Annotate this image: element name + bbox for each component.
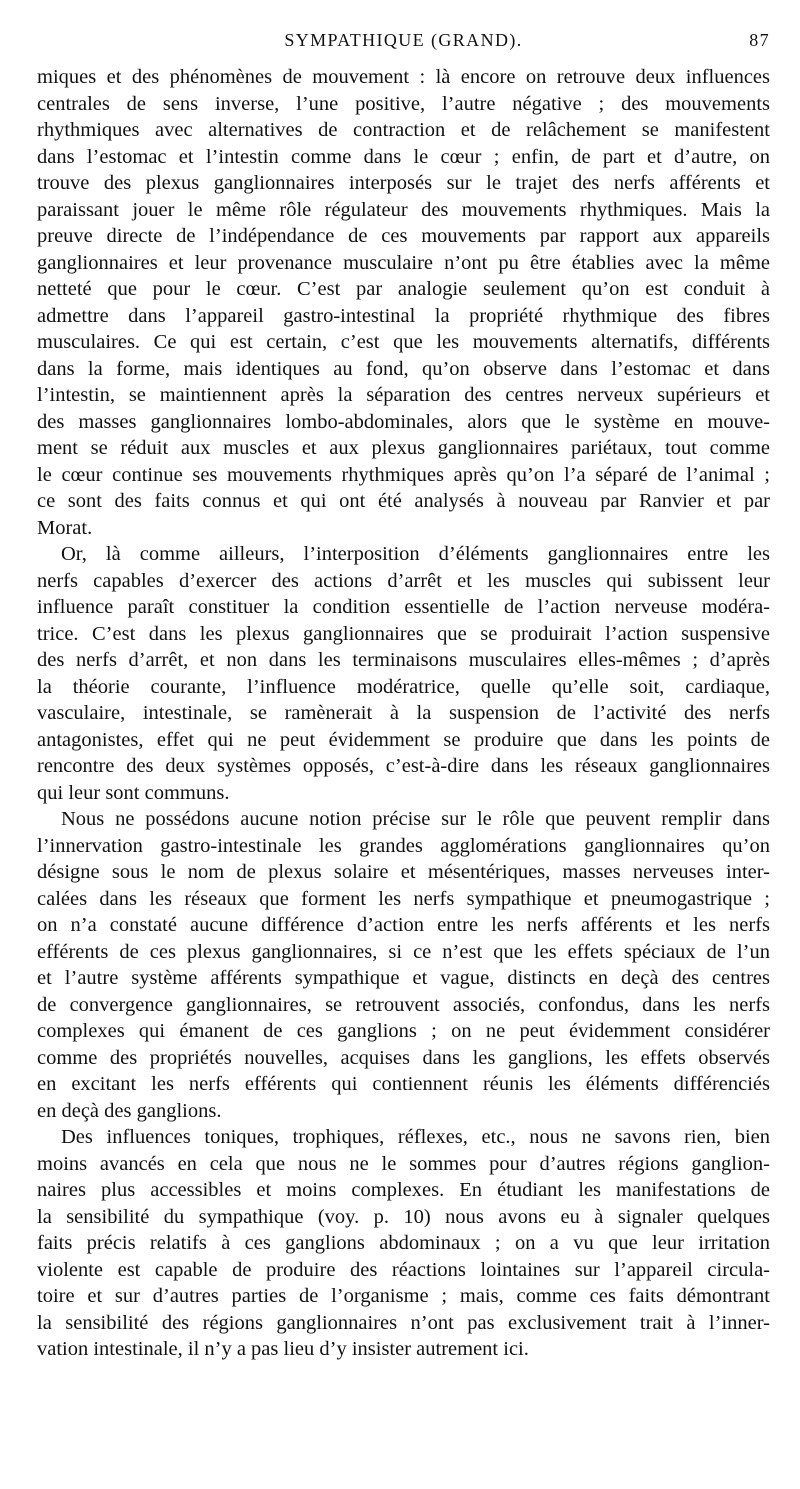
text-line: ganglionnaires et leur provenance musculaire n’ont pu être établies avec la même: [37, 251, 770, 274]
text-line: la sensibilité du sympathique (voy. p. 10) nous avons eu à signaler quelques: [37, 1205, 770, 1228]
text-line: faits précis relatifs à ces ganglions abdominaux ; on a vu que leur irritation: [37, 1232, 770, 1254]
running-head: [37, 30, 770, 56]
text-line: de convergence ganglionnaires, se retrouvent associés, confondus, dans les nerfs: [37, 993, 770, 1016]
text-line: centrales de sens inverse, l’une positive, l’autre négative ; des mouvements: [37, 92, 770, 115]
text-line: violente est capable de produire des réactions lointaines sur l’appareil circula-: [37, 1258, 770, 1281]
text-line: l’innervation gastro-intestinale les grandes agglomérations ganglionnaires qu’on: [37, 834, 770, 857]
text-line: toire et sur d’autres parties de l’organisme ; mais, comme ces faits démontrant: [37, 1285, 770, 1307]
text-line: complexes qui émanent de ces ganglions ; on ne peut évidemment considérer: [37, 1020, 770, 1042]
text-line: désigne sous le nom de plexus solaire et mésentériques, masses nerveuses inter-: [37, 861, 770, 883]
text-line: nerfs capables d’exercer des actions d’arrêt et les muscles qui subissent leur: [37, 569, 770, 592]
paragraph-end-line: qui leur sont communs.: [37, 781, 230, 804]
text-line: netteté que pour le cœur. C’est par analogie seulement qu’on est conduit à: [37, 278, 770, 300]
text-line: la sensibilité des régions ganglionnaires n’ont pas exclusivement trait à l’inner-: [37, 1311, 770, 1334]
text-line: naires plus accessibles et moins complexes. En étudiant les manifestations de: [37, 1179, 770, 1201]
text-line: rencontre des deux systèmes opposés, c’est-à-dire dans les réseaux ganglionnaires: [37, 755, 770, 777]
text-line: le cœur continue ses mouvements rhythmiques après qu’on l’a séparé de l’animal ;: [37, 463, 770, 486]
text-line: miques et des phénomènes de mouvement : là encore on retrouve deux influences: [37, 66, 770, 88]
text-line: vasculaire, intestinale, se ramènerait à la suspension de l’activité des nerfs: [37, 702, 770, 724]
page-number: 87: [749, 30, 770, 50]
text-line: dans l’estomac et l’intestin comme dans le cœur ; enfin, de part et d’autre, on: [37, 145, 770, 168]
text-line: trice. C’est dans les plexus ganglionnaires que se produirait l’action suspensive: [37, 622, 770, 645]
text-line: en excitant les nerfs efférents qui contiennent réunis les éléments différenciés: [37, 1073, 770, 1095]
text-line: des masses ganglionnaires lombo-abdominales, alors que le système en mouve-: [37, 410, 770, 433]
text-line: des nerfs d’arrêt, et non dans les terminaisons musculaires elles-mêmes ; d’après: [37, 649, 770, 671]
text-line: rhythmiques avec alternatives de contraction et de relâchement se manifestent: [37, 119, 770, 141]
text-line: preuve directe de l’indépendance de ces mouvements par rapport aux appareils: [37, 225, 770, 247]
paragraph-start-line: Or, là comme ailleurs, l’interposition d’éléments ganglionnaires entre les: [61, 543, 770, 565]
text-line: trouve des plexus ganglionnaires interposés sur le trajet des nerfs afférents et: [37, 172, 770, 194]
text-line: la théorie courante, l’influence modératrice, quelle qu’elle soit, cardiaque,: [37, 675, 770, 698]
body-text: [37, 64, 770, 1363]
text-line: dans la forme, mais identiques au fond, qu’on observe dans l’estomac et dans: [37, 357, 770, 380]
text-line: calées dans les réseaux que forment les nerfs sympathique et pneumogastrique ;: [37, 887, 770, 910]
text-line: ce sont des faits connus et qui ont été analysés à nouveau par Ranvier et par: [37, 490, 770, 512]
text-line: musculaires. Ce qui est certain, c’est que les mouvements alternatifs, différents: [37, 331, 770, 353]
text-line: admettre dans l’appareil gastro-intestinal la propriété rhythmique des fibres: [37, 304, 770, 327]
text-line: efférents de ces plexus ganglionnaires, si ce n’est que les effets spéciaux de l’un: [37, 940, 770, 963]
paragraph-end-line: Morat.: [37, 516, 93, 539]
text-line: influence paraît constituer la condition essentielle de l’action nerveuse modéra-: [37, 596, 770, 618]
text-line: comme des propriétés nouvelles, acquises dans les ganglions, les effets observés: [37, 1046, 770, 1069]
text-line: et l’autre système afférents sympathique et vague, distincts en deçà des centres: [37, 967, 770, 989]
running-title: SYMPATHIQUE (GRAND).: [284, 30, 523, 50]
text-line: l’intestin, se maintiennent après la séparation des centres nerveux supérieurs et: [37, 384, 770, 406]
paragraph-end-line: en deçà des ganglions.: [37, 1099, 222, 1122]
text-line: paraissant jouer le même rôle régulateur des mouvements rhythmiques. Mais la: [37, 198, 770, 221]
paragraph-end-line: vation intestinale, il n’y a pas lieu d’y insister autrement ici.: [37, 1338, 529, 1360]
text-line: antagonistes, effet qui ne peut évidemment se produire que dans les points de: [37, 728, 770, 751]
paragraph-start-line: Nous ne possédons aucune notion précise sur le rôle que peuvent remplir dans: [61, 808, 770, 830]
paragraph-start-line: Des influences toniques, trophiques, réflexes, etc., nous ne savons rien, bien: [61, 1126, 770, 1148]
text-line: ment se réduit aux muscles et aux plexus ganglionnaires pariétaux, tout comme: [37, 437, 770, 459]
text-line: moins avancés en cela que nous ne le sommes pour d’autres régions ganglion-: [37, 1152, 770, 1175]
text-line: on n’a constaté aucune différence d’action entre les nerfs afférents et les nerfs: [37, 914, 770, 936]
